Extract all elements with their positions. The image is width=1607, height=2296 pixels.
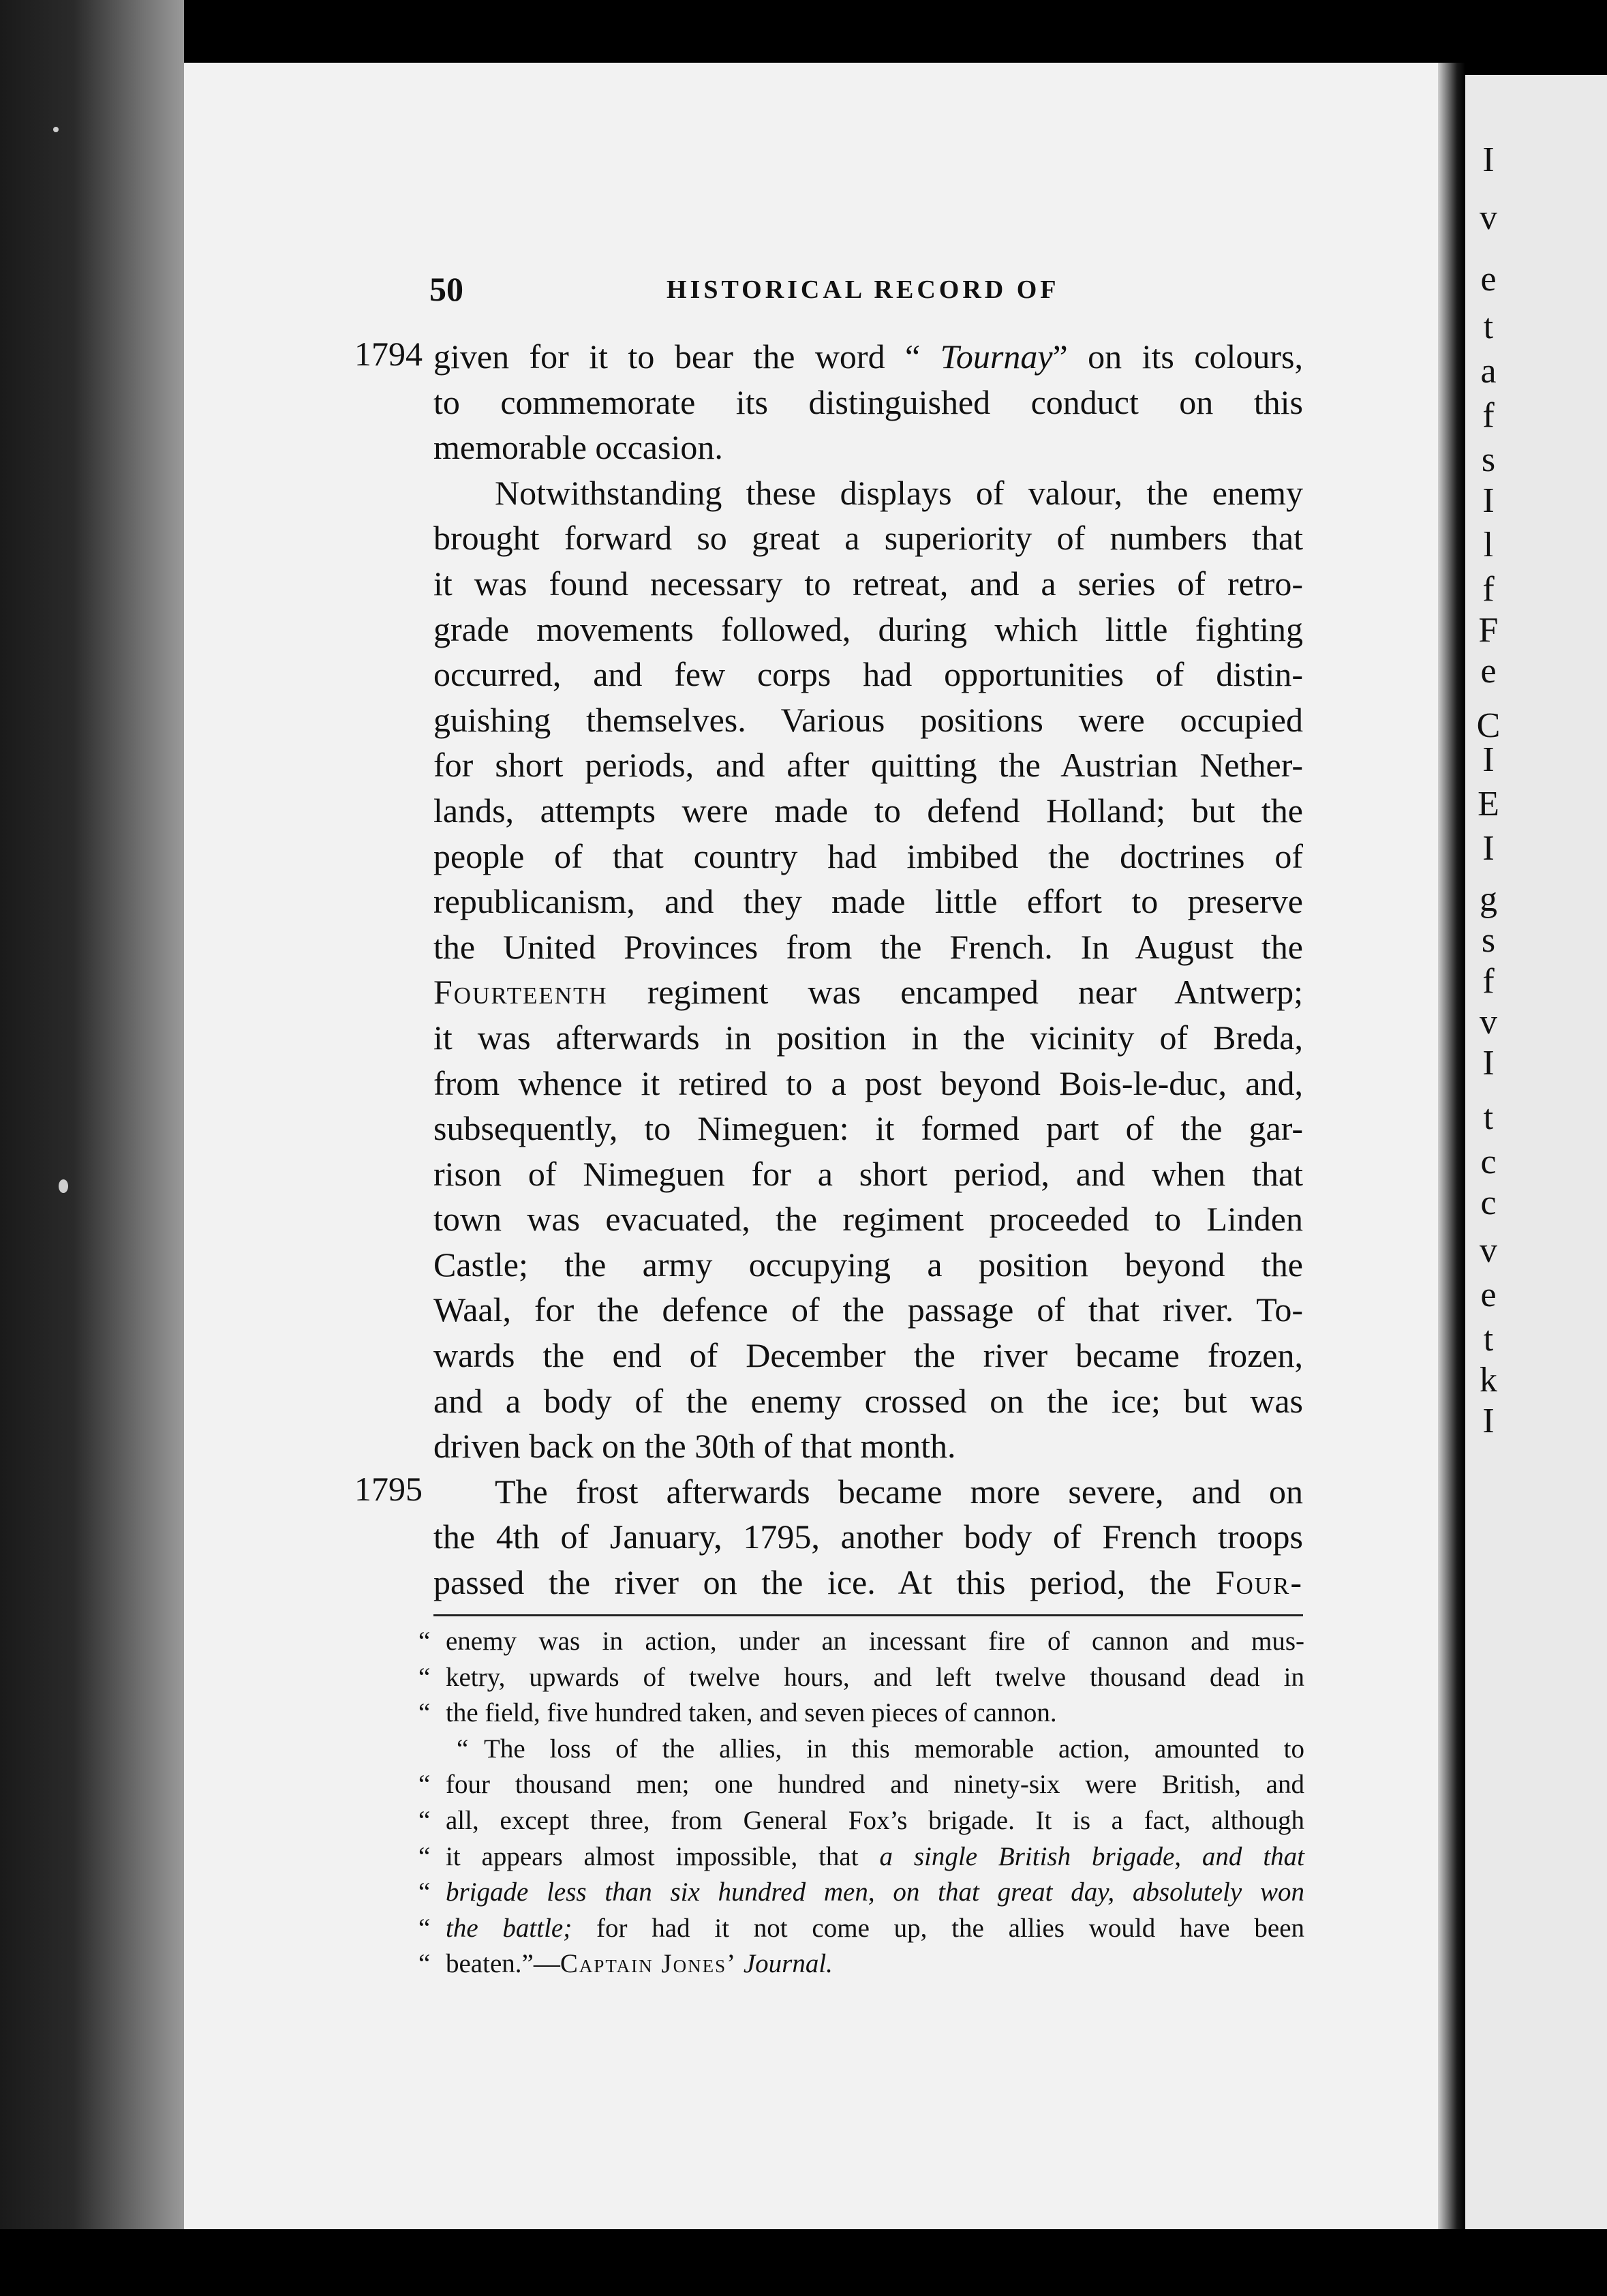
footnote-line xyxy=(418,1839,1304,1875)
next-page-letter: f xyxy=(1482,962,1495,1001)
text-run: ketry, upwards of twelve hours, and left twelve thousand dead in xyxy=(446,1662,1304,1692)
footnote-line xyxy=(418,1732,1304,1768)
text-run: enemy was in action, under an incessant fire of cannon and mus- xyxy=(446,1627,1304,1656)
text-line: the United Provinces from the French. In August the xyxy=(433,927,1303,966)
text-run: beaten.”— xyxy=(446,1949,560,1979)
footnote-line xyxy=(418,1624,1304,1660)
scan-speck xyxy=(59,1179,68,1193)
next-page-letter: F xyxy=(1478,611,1499,650)
paragraph-start: Notwithstanding these displays of valour, the enemy xyxy=(495,473,1303,512)
text-line: it was afterwards in position in the vicinity of Breda, xyxy=(433,1018,1303,1057)
text-line: Waal, for the defence of the passage of that river. To- xyxy=(433,1290,1303,1329)
next-page-letter: t xyxy=(1483,307,1494,346)
footnote-line xyxy=(418,1695,1304,1732)
text-line xyxy=(433,969,1303,1015)
regiment-name-smallcaps: Fourteenth xyxy=(433,973,608,1012)
next-page-letter: E xyxy=(1478,785,1499,824)
paragraph-start: The frost afterwards became more severe, and on xyxy=(495,1472,1303,1511)
next-page-letter: I xyxy=(1482,829,1495,868)
next-page-letter: k xyxy=(1480,1361,1497,1400)
text-line: brought forward so great a superiority of numbers that xyxy=(433,519,1303,558)
italic-word: Tournay xyxy=(940,337,1053,376)
next-page-letter: v xyxy=(1480,198,1497,237)
text-line: town was evacuated, the regiment proceeded to Linden xyxy=(433,1200,1303,1239)
next-page-letter: t xyxy=(1483,1098,1494,1137)
italic-run: Journal. xyxy=(743,1949,833,1979)
text-line: Castle; the army occupying a position beyond the xyxy=(433,1245,1303,1284)
footnote-line xyxy=(418,1660,1304,1696)
next-page-letter: l xyxy=(1483,526,1494,564)
next-page-letter: I xyxy=(1482,1402,1495,1440)
text-line: wards the end of December the river became frozen, xyxy=(433,1336,1303,1375)
text-line: lands, attempts were made to defend Holland; but the xyxy=(433,791,1303,830)
text-line: from whence it retired to a post beyond Bois-le-duc, and, xyxy=(433,1063,1303,1102)
next-page-letter: C xyxy=(1476,706,1501,745)
text-line xyxy=(433,1560,1303,1605)
body-text xyxy=(433,334,1303,1605)
quote-mark: “ xyxy=(418,1877,431,1907)
quote-mark: “ xyxy=(418,1913,431,1943)
next-page-letter: c xyxy=(1480,1183,1497,1222)
text-line: people of that country had imbibed the doctrines of xyxy=(433,836,1303,875)
text-line: subsequently, to Nimeguen: it formed part of the gar- xyxy=(433,1109,1303,1148)
text-line: the 4th of January, 1795, another body of French troops xyxy=(433,1517,1303,1556)
footnote-line xyxy=(418,1875,1304,1911)
footnotes xyxy=(418,1624,1304,1982)
next-page-letter: f xyxy=(1482,396,1495,435)
next-page-letter: e xyxy=(1480,260,1497,299)
next-page-letter: v xyxy=(1480,1003,1497,1042)
regiment-name-smallcaps: Four- xyxy=(1215,1563,1303,1602)
next-page-letter: t xyxy=(1483,1320,1494,1359)
quote-mark: “ xyxy=(418,1949,431,1979)
text-line: and a body of the enemy crossed on the ice; but was xyxy=(433,1381,1303,1420)
next-page-letter: f xyxy=(1482,570,1495,609)
adjacent-page-fragment xyxy=(1465,75,1607,2229)
running-title: HISTORICAL RECORD OF xyxy=(667,275,1060,304)
text-line: republicanism, and they made little effort to preserve xyxy=(433,882,1303,921)
text-run: the field, five hundred taken, and seven pieces of cannon. xyxy=(446,1698,1057,1728)
text-run: it appears almost impossible, that xyxy=(446,1841,859,1871)
quote-mark: “ xyxy=(418,1627,431,1656)
text-line: guishing themselves. Various positions were occupied xyxy=(433,700,1303,739)
text-line: given for it to bear the word “ Tournay” on its colours, xyxy=(433,337,1303,376)
next-page-letter: a xyxy=(1480,352,1497,391)
next-page-letter: s xyxy=(1481,921,1496,960)
quote-mark: “ xyxy=(418,1805,431,1835)
author-smallcaps: Captain Jones’ xyxy=(560,1949,737,1979)
text-run: The loss of the allies, in this memorable action, amounted to xyxy=(484,1734,1304,1764)
text-line: it was found necessary to retreat, and a series of retro- xyxy=(433,564,1303,603)
page-header xyxy=(429,269,1302,310)
margin-year-1794: 1794 xyxy=(354,335,423,373)
text-run: four thousand men; one hundred and ninety-six were British, and xyxy=(446,1770,1304,1800)
text-line: occurred, and few corps had opportunities of distin- xyxy=(433,655,1303,694)
text-run: passed the river on the ice. At this period, the xyxy=(433,1563,1192,1602)
quote-mark: “ xyxy=(418,1662,431,1692)
next-page-letter: I xyxy=(1482,1044,1495,1083)
quote-mark: “ xyxy=(457,1734,469,1764)
text-run: all, except three, from General Fox’s brigade. It is a fact, although xyxy=(446,1805,1304,1835)
scan-speck xyxy=(53,127,59,132)
next-page-letter: s xyxy=(1481,440,1496,479)
text-line: to commemorate its distinguished conduct on this xyxy=(433,382,1303,421)
page-number: 50 xyxy=(429,270,463,308)
next-page-letter: e xyxy=(1480,652,1497,691)
scanner-bottom-edge xyxy=(0,2229,1607,2296)
footnote-line xyxy=(418,1946,1304,1982)
next-page-letter: g xyxy=(1480,880,1497,919)
next-page-letter: I xyxy=(1482,481,1495,520)
text-line: rison of Nimeguen for a short period, and when that xyxy=(433,1154,1303,1193)
footnote-rule xyxy=(433,1614,1303,1616)
next-page-letter: c xyxy=(1480,1143,1497,1181)
text-line: for short periods, and after quitting the Austrian Nether- xyxy=(433,746,1303,785)
text-line: grade movements followed, during which little fighting xyxy=(433,609,1303,648)
next-page-letter: v xyxy=(1480,1231,1497,1270)
next-page-letter: I xyxy=(1482,740,1495,779)
italic-run: the battle; xyxy=(446,1913,572,1943)
italic-run: brigade less than six hundred men, on that great day, absolutely won xyxy=(446,1877,1304,1907)
text-run: for had it not come up, the allies would have been xyxy=(596,1913,1305,1943)
footnote-line xyxy=(418,1767,1304,1803)
quote-mark: “ xyxy=(418,1770,431,1800)
margin-year-1795: 1795 xyxy=(354,1470,423,1508)
next-page-letter: I xyxy=(1482,140,1495,179)
next-page-letter: e xyxy=(1480,1275,1497,1314)
footnote-line xyxy=(418,1803,1304,1839)
italic-run: a single British brigade, and that xyxy=(879,1841,1304,1871)
footnote-line xyxy=(418,1911,1304,1947)
quote-mark: “ xyxy=(418,1698,431,1728)
text-line: driven back on the 30th of that month. xyxy=(433,1427,956,1466)
text-run: regiment was encamped near Antwerp; xyxy=(647,973,1303,1012)
page-gutter xyxy=(1438,63,1465,2229)
text-line: memorable occasion. xyxy=(433,428,723,467)
quote-mark: “ xyxy=(418,1841,431,1871)
scanner-left-edge xyxy=(0,0,184,2296)
